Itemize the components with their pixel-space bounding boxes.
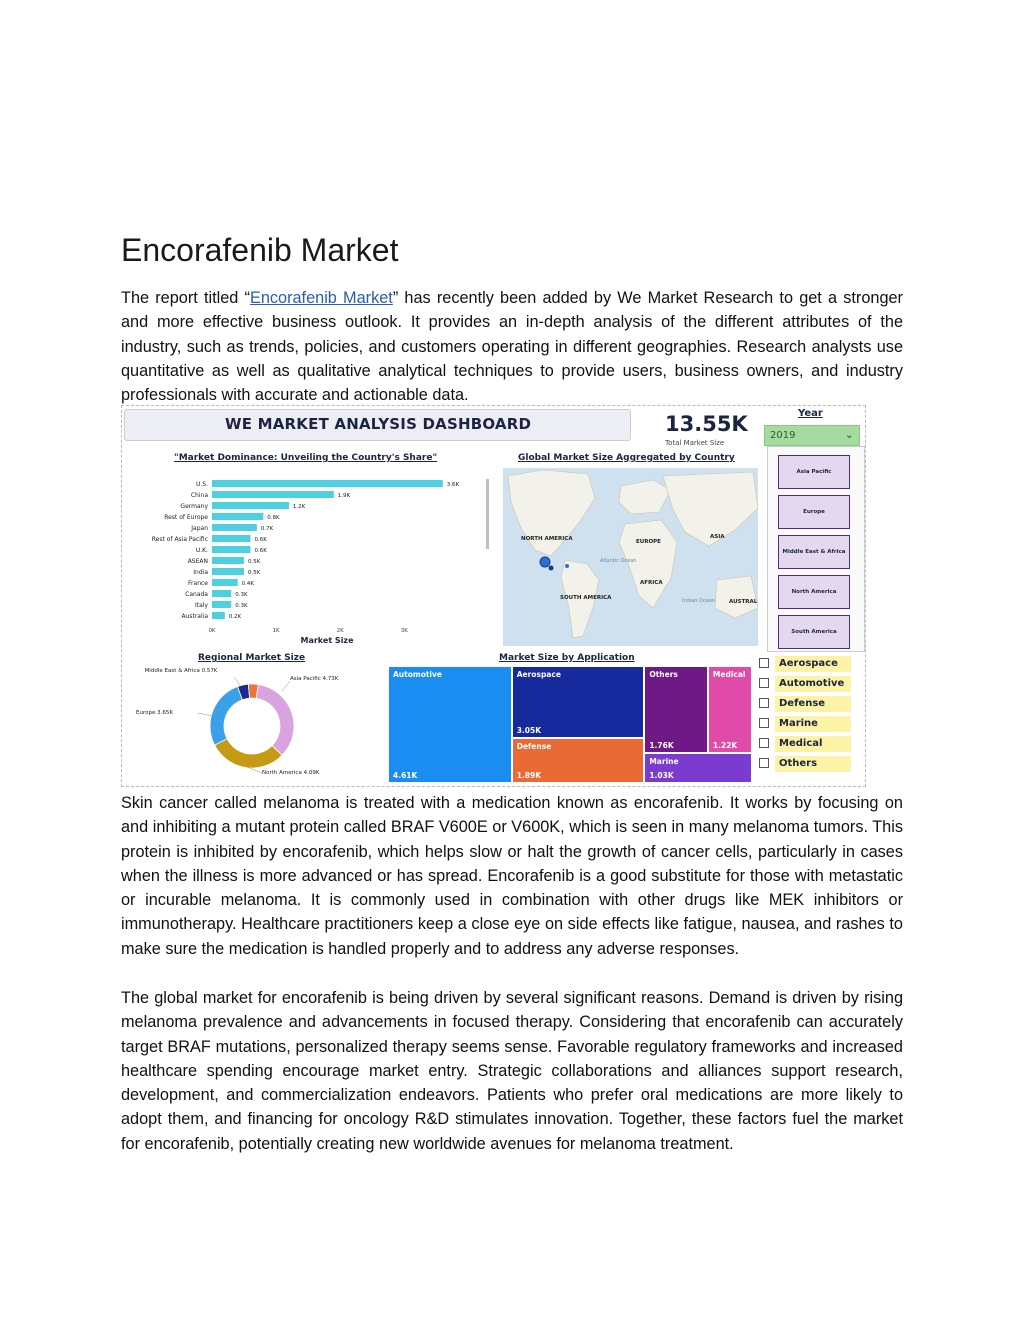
x-axis-title: Market Size	[300, 636, 354, 645]
bar-category-label: Japan	[191, 525, 208, 532]
regional-donut-chart	[122, 651, 387, 786]
treemap-tile	[388, 666, 512, 783]
map-label-europe: EUROPE	[636, 539, 661, 545]
x-tick-label: 1K	[272, 628, 280, 634]
bar	[212, 524, 257, 531]
application-slicer-label: Automotive	[775, 676, 851, 692]
intro-text-after: ” has recently been added by We Market Research to get a stronger and more effective business outlook. It provides an in-depth analysis of the different attributes of the industry, such as trends, policies, and customers operating in different geographies. Research analysts use quantitative as well as qualitative analytical techniques to provide users, business owners, and industry professionals with accurate and actionable data.	[121, 289, 903, 405]
application-slicer-item[interactable]	[757, 716, 853, 732]
treemap-tile-label: Aerospace	[516, 670, 561, 679]
total-market-size-value: 13.55K	[665, 412, 748, 436]
bar-category-label: U.S.	[195, 481, 208, 488]
bar-category-label: Canada	[185, 591, 208, 598]
bar-value-label: 0.5K	[248, 570, 261, 576]
application-slicer-label: Medical	[775, 736, 851, 752]
treemap-tile-value: 4.61K	[393, 771, 418, 780]
treemap-tile-label: Automotive	[393, 670, 442, 679]
bar-category-label: India	[193, 569, 208, 576]
bar	[212, 579, 238, 586]
year-value: 2019	[770, 430, 796, 441]
checkbox[interactable]	[759, 718, 769, 728]
treemap-tile-label: Medical	[712, 670, 746, 679]
bar-chart-title: "Market Dominance: Unveiling the Country's Share"	[174, 453, 438, 463]
checkbox[interactable]	[759, 678, 769, 688]
bar-category-label: ASEAN	[187, 558, 208, 565]
country-share-bar-svg	[122, 461, 497, 651]
map-label-south-america: SOUTH AMERICA	[560, 595, 612, 601]
treemap-tile	[644, 753, 752, 783]
map-label-atlantic: Atlantic Ocean	[600, 558, 637, 564]
world-map-svg	[503, 468, 758, 646]
dashboard-header	[124, 409, 631, 441]
leader-line	[234, 677, 240, 685]
bar-category-label: U.K.	[195, 547, 208, 554]
scrollbar	[486, 479, 489, 549]
application-treemap	[388, 666, 752, 783]
donut-title: Regional Market Size	[198, 653, 306, 663]
bar-value-label: 0.5K	[248, 559, 261, 565]
application-slicer-item[interactable]	[757, 656, 853, 672]
donut-label-asia-pacific: Asia Pacific 4.73K	[290, 676, 339, 682]
application-slicer-label: Defense	[775, 696, 851, 712]
checkbox[interactable]	[759, 758, 769, 768]
region-slicer-item[interactable]: Middle East & Africa	[778, 535, 850, 569]
dashboard-title: WE MARKET ANALYSIS DASHBOARD	[225, 415, 532, 433]
application-slicer-label: Others	[775, 756, 851, 772]
region-slicer-item[interactable]: Europe	[778, 495, 850, 529]
checkbox[interactable]	[759, 738, 769, 748]
treemap-tile-label: Marine	[649, 756, 679, 766]
bar	[212, 513, 263, 520]
region-slicer-item[interactable]: South America	[778, 615, 850, 649]
application-slicer-label: Aerospace	[775, 656, 851, 672]
x-tick-label: 3K	[400, 628, 408, 634]
bar-category-label: Germany	[180, 503, 208, 510]
treemap-tile	[708, 666, 752, 753]
bar-value-label: 0.3K	[235, 603, 248, 609]
map-label-australia: AUSTRAL	[729, 599, 758, 605]
bar	[212, 535, 250, 542]
checkbox[interactable]	[759, 658, 769, 668]
treemap-tile	[644, 666, 708, 753]
year-dropdown[interactable]	[764, 425, 860, 446]
treemap-title: Market Size by Application	[499, 653, 635, 663]
bar-category-label: Australia	[181, 613, 208, 620]
chevron-down-icon: ⌄	[844, 428, 854, 441]
treemap-tile	[512, 738, 645, 783]
bar-value-label: 0.6K	[254, 537, 267, 543]
treemap-tile	[512, 666, 645, 738]
leader-line	[282, 681, 290, 691]
donut-label-mea: Middle East & Africa 0.57K	[144, 668, 218, 674]
map-label-north-america: NORTH AMERICA	[521, 536, 573, 542]
treemap-tile-value: 3.05K	[516, 726, 542, 736]
donut-slice	[210, 687, 242, 746]
total-market-size-label: Total Market Size	[665, 439, 725, 447]
map-label-africa: AFRICA	[640, 580, 663, 586]
x-tick-label: 0K	[208, 628, 216, 634]
bar	[212, 612, 225, 619]
treemap-tile-value: 1.22K	[712, 740, 738, 750]
donut-slice	[248, 684, 258, 698]
donut-label-europe: Europe 3.65K	[136, 710, 173, 716]
bar-value-label: 0.8K	[267, 515, 280, 521]
bar-value-label: 1.9K	[337, 493, 351, 499]
body-paragraph-1: Skin cancer called melanoma is treated with a medication known as encorafenib. It works by focusing on and inhibiting a mutant protein called BRAF V600E or V600K, which is seen in many melanoma tumors. This protein is inhibited by encorafenib, which helps slow or halt the growth of cancer cells, particularly in cases when the illness is more advanced or has spread. Encorafenib is a good substitute for those with metastatic or incurable melanoma. It is commonly used in combination with other drugs like MEK inhibitors or immunotherapy. Healthcare practitioners keep a close eye on side effects like fatigue, nausea, and rashes to make sure the medication is handled properly and to address any adverse responses.	[121, 794, 903, 958]
bar-category-label: Rest of Asia Pacific	[151, 536, 208, 543]
treemap-tile-value: 1.89K	[516, 770, 542, 780]
application-slicer	[755, 654, 865, 780]
application-slicer-item[interactable]	[757, 676, 853, 692]
bar-category-label: Italy	[194, 602, 208, 609]
bar	[212, 480, 443, 487]
bar-value-label: 0.3K	[235, 592, 248, 598]
map-label-indian: Indian Ocean	[682, 598, 716, 604]
map-label-asia: ASIA	[710, 534, 725, 540]
bar-value-label: 0.4K	[241, 581, 255, 587]
bar-category-label: Rest of Europe	[164, 514, 208, 521]
bar	[212, 590, 231, 597]
page-title: Encorafenib Market	[121, 232, 399, 268]
donut-slice	[215, 739, 282, 768]
leader-line	[198, 713, 212, 716]
treemap-tile-label: Defense	[516, 742, 552, 752]
bar	[212, 546, 250, 553]
bar	[212, 557, 244, 564]
treemap-tile-value: 1.03K	[649, 770, 674, 780]
intro-paragraph	[121, 286, 903, 407]
bar-value-label: 3.6K	[446, 482, 460, 488]
market-dashboard-image	[121, 405, 866, 787]
application-slicer-item[interactable]	[757, 696, 853, 712]
treemap-tile-label: Others	[649, 670, 678, 679]
map-title: Global Market Size Aggregated by Country	[518, 453, 735, 463]
region-slicer-item[interactable]: Asia Pacific	[778, 455, 850, 489]
x-tick-label: 2K	[336, 628, 344, 634]
region-slicer-item[interactable]: North America	[778, 575, 850, 609]
application-slicer-item[interactable]	[757, 756, 853, 772]
donut-label-north-america: North America 4.09K	[262, 770, 320, 776]
country-share-bar-chart	[122, 461, 497, 651]
bar-category-label: France	[188, 580, 208, 587]
year-label: Year	[798, 408, 823, 419]
bar	[212, 568, 244, 575]
bar	[212, 601, 231, 608]
report-link[interactable]: Encorafenib Market	[249, 289, 393, 307]
global-market-map	[503, 468, 758, 646]
application-slicer-item[interactable]	[757, 736, 853, 752]
bar-value-label: 0.6K	[254, 548, 267, 554]
checkbox[interactable]	[759, 698, 769, 708]
application-slicer-label: Marine	[775, 716, 851, 732]
body-paragraph-2: The global market for encorafenib is being driven by several significant reasons. Demand is driven by rising melanoma prevalence and advancements in focused therapy. Considering that encorafenib can accurately target BRAF mutations, personalized therapy seems sense. Favorable regulatory frameworks and increased healthcare spending encourage market entry. Strategic collaborations and alliances support research, development, and commercialization endeavors. Patients who prefer oral medications are more likely to adopt them, and financing for oncology R&D stimulates innovation. Together, these factors fuel the market for encorafenib, potentially creating new worldwide avenues for melanoma treatment.	[121, 989, 903, 1153]
bar	[212, 502, 289, 509]
bar-value-label: 0.7K	[260, 526, 274, 532]
bar-value-label: 1.2K	[292, 504, 306, 510]
bar-value-label: 0.2K	[228, 614, 242, 620]
treemap-tile-value: 1.76K	[649, 740, 674, 750]
region-slicer	[767, 446, 865, 652]
bar-category-label: China	[190, 492, 208, 499]
donut-slice	[256, 684, 294, 755]
bar	[212, 491, 334, 498]
intro-text-before: The report titled “	[121, 289, 250, 307]
